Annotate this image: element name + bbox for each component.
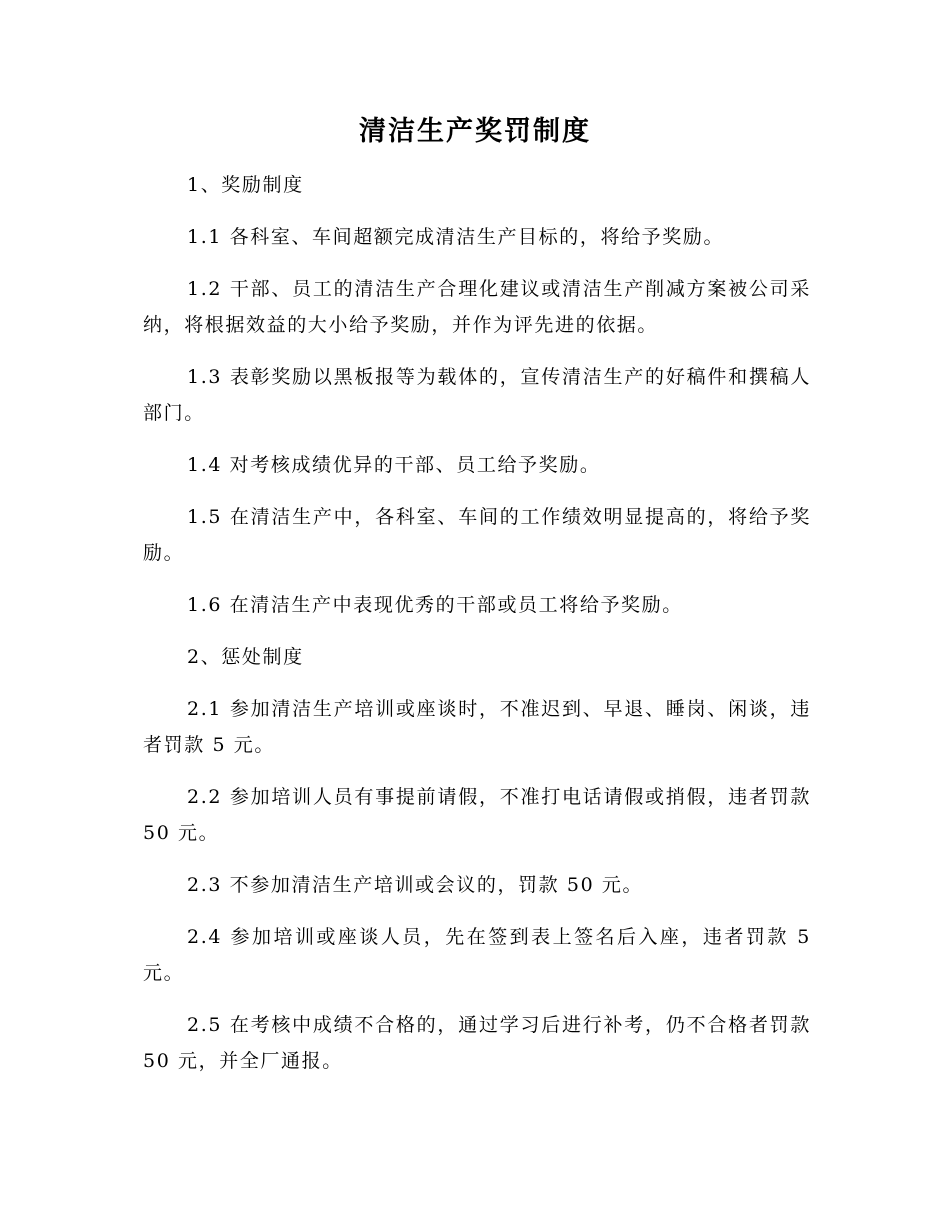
penalty-clause-2-4: 2.4 参加培训或座谈人员，先在签到表上签名后入座，违者罚款 5 元。: [143, 926, 811, 984]
section-heading-rewards: 1、奖励制度: [187, 174, 304, 196]
reward-clause-1-2: 1.2 干部、员工的清洁生产合理化建议或清洁生产削减方案被公司采纳，将根据效益的大小给予奖励，并作为评先进的依据。: [143, 278, 811, 336]
reward-clause-1-1: 1.1 各科室、车间超额完成清洁生产目标的，将给予奖励。: [187, 226, 725, 248]
reward-clause-1-5: 1.5 在清洁生产中，各科室、车间的工作绩效明显提高的，将给予奖励。: [143, 506, 811, 564]
document-title: 清洁生产奖罚制度: [359, 116, 591, 147]
reward-clause-1-6: 1.6 在清洁生产中表现优秀的干部或员工将给予奖励。: [187, 594, 683, 616]
penalty-clause-2-3: 2.3 不参加清洁生产培训或会议的，罚款 50 元。: [187, 874, 644, 896]
reward-clause-1-3: 1.3 表彰奖励以黑板报等为载体的，宣传清洁生产的好稿件和撰稿人部门。: [143, 366, 811, 424]
penalty-clause-2-2: 2.2 参加培训人员有事提前请假，不准打电话请假或捎假，违者罚款 50 元。: [143, 786, 811, 844]
penalty-clause-2-1: 2.1 参加清洁生产培训或座谈时，不准迟到、早退、睡岗、闲谈，违者罚款 5 元。: [143, 698, 811, 756]
document-body: [143, 167, 811, 1095]
section-heading-penalties: 2、惩处制度: [187, 646, 304, 668]
reward-clause-1-4: 1.4 对考核成绩优异的干部、员工给予奖励。: [187, 454, 601, 476]
penalty-clause-2-5: 2.5 在考核中成绩不合格的，通过学习后进行补考，仍不合格者罚款 50 元，并全厂通报。: [143, 1014, 811, 1072]
